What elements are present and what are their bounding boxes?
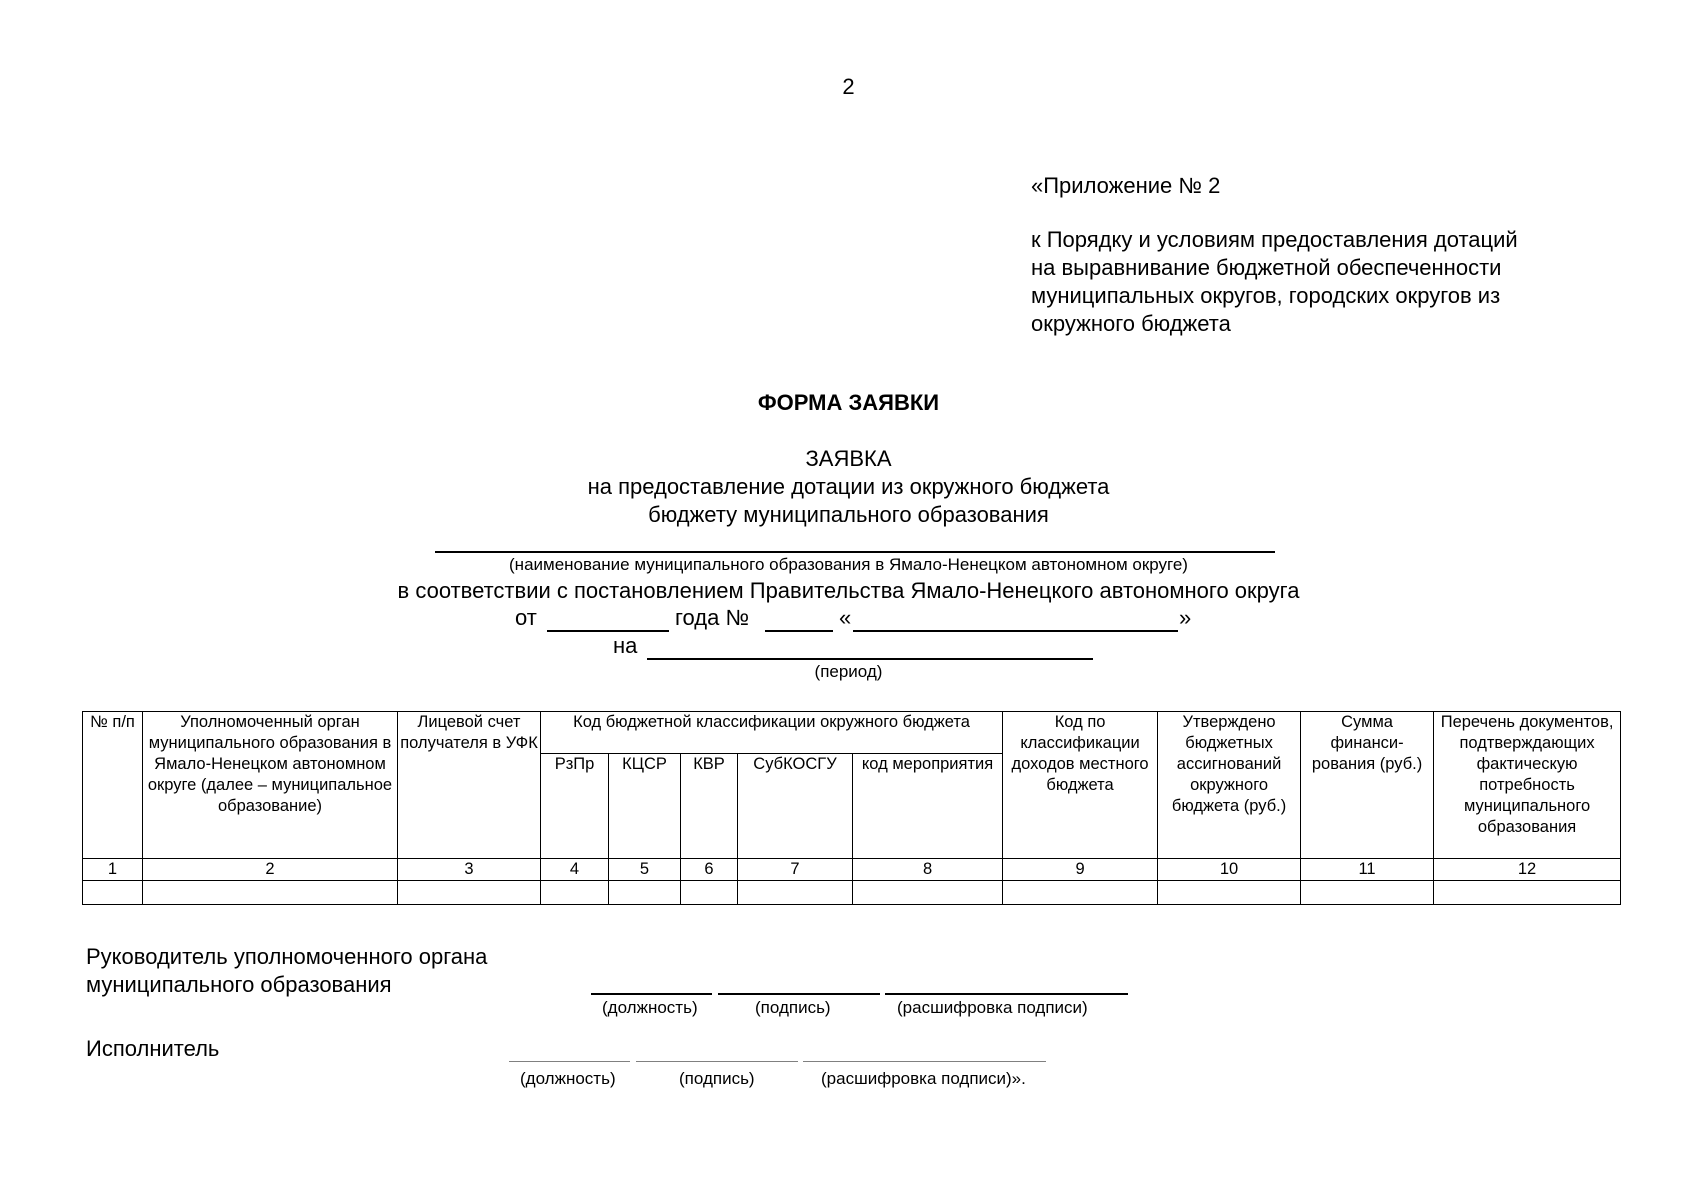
table-number-row (83, 859, 1621, 881)
column-number: 8 (853, 859, 1003, 881)
resolution-line: в соответствии с постановлением Правительства Ямало-Ненецкого автономного округа (397, 578, 1300, 603)
executor-position-line[interactable] (509, 1061, 630, 1062)
executor-label: Исполнитель (86, 1036, 220, 1061)
year-number-label: года № (675, 605, 750, 630)
appendix-title: «Приложение № 2 (1031, 173, 1221, 198)
number-field-line[interactable] (765, 630, 833, 632)
executor-signature-caption: (подпись) (679, 1069, 755, 1088)
resolution-name-line[interactable] (853, 630, 1178, 632)
table-cell[interactable] (609, 881, 681, 905)
mo-name-caption: (наименование муниципального образования в Ямало-Ненецком автономном округе) (509, 555, 1188, 574)
column-number: 6 (681, 859, 738, 881)
table-cell[interactable] (398, 881, 541, 905)
executor-position-caption: (должность) (520, 1069, 616, 1088)
on-label: на (613, 633, 638, 658)
table-row[interactable] (83, 881, 1621, 905)
head-signature-line[interactable] (718, 993, 880, 995)
table-cell[interactable] (1434, 881, 1621, 905)
column-number: 9 (1003, 859, 1158, 881)
date-field-line[interactable] (547, 630, 669, 632)
table-cell[interactable] (1003, 881, 1158, 905)
head-label-line-1: Руководитель уполномоченного органа (86, 944, 488, 969)
column-number: 11 (1301, 859, 1434, 881)
page-number: 2 (842, 74, 855, 99)
head-position-caption: (должность) (602, 998, 698, 1017)
header-org: Уполномоченный орган муниципального образования в Ямало-Ненецком автономном округе (далее – муниципальное образование) (143, 712, 398, 859)
close-quote: » (1179, 605, 1192, 630)
table-cell[interactable] (143, 881, 398, 905)
head-decoding-line[interactable] (885, 993, 1128, 995)
header-rzpr: РзПр (541, 754, 609, 859)
appendix-block (1031, 172, 1631, 338)
head-label-line-2: муниципального образования (86, 972, 392, 997)
executor-decoding-line[interactable] (803, 1061, 1046, 1062)
appendix-line: муниципальных округов, городских округов из (1031, 283, 1501, 308)
header-account: Лицевой счет получателя в УФК (398, 712, 541, 859)
executor-signature-line[interactable] (636, 1061, 798, 1062)
from-label: от (515, 605, 537, 630)
column-number: 7 (738, 859, 853, 881)
request-line-2: бюджету муниципального образования (648, 502, 1049, 527)
head-label (86, 943, 487, 999)
header-subkosgu: СубКОСГУ (738, 754, 853, 859)
head-decoding-caption: (расшифровка подписи) (897, 998, 1088, 1017)
table-cell[interactable] (853, 881, 1003, 905)
header-income: Код по классификации доходов местного бюджета (1003, 712, 1158, 859)
header-no: № п/п (83, 712, 143, 859)
header-sum: Сумма финанси-рования (руб.) (1301, 712, 1434, 859)
table-cell[interactable] (738, 881, 853, 905)
executor-decoding-caption: (расшифровка подписи)». (821, 1069, 1026, 1088)
appendix-body (1031, 226, 1631, 338)
table-cell[interactable] (83, 881, 143, 905)
request-heading: ЗАЯВКА (805, 446, 892, 471)
header-bk-group: Код бюджетной классификации окружного бюджета (541, 712, 1003, 754)
request-table (82, 711, 1621, 905)
appendix-line: к Порядку и условиям предоставления дотаций (1031, 227, 1518, 252)
appendix-line: окружного бюджета (1031, 311, 1231, 336)
period-caption: (период) (814, 662, 883, 681)
header-approved: Утверждено бюджетных ассигнований окружного бюджета (руб.) (1158, 712, 1301, 859)
request-heading-block (0, 445, 1697, 529)
appendix-line: на выравнивание бюджетной обеспеченности (1031, 255, 1502, 280)
column-number: 5 (609, 859, 681, 881)
header-docs: Перечень документов, подтверждающих фактическую потребность муниципального образования (1434, 712, 1621, 859)
request-line-1: на предоставление дотации из окружного бюджета (587, 474, 1110, 499)
form-title: ФОРМА ЗАЯВКИ (757, 390, 940, 415)
column-number: 4 (541, 859, 609, 881)
table-header-row (83, 712, 1621, 754)
table-cell[interactable] (1301, 881, 1434, 905)
header-kvr: КВР (681, 754, 738, 859)
open-quote: « (839, 605, 852, 630)
head-position-line[interactable] (591, 993, 712, 995)
table-cell[interactable] (1158, 881, 1301, 905)
column-number: 2 (143, 859, 398, 881)
column-number: 10 (1158, 859, 1301, 881)
header-event-code: код мероприятия (853, 754, 1003, 859)
mo-name-line[interactable] (435, 551, 1275, 553)
header-kcsr: КЦСР (609, 754, 681, 859)
table-cell[interactable] (541, 881, 609, 905)
period-field-line[interactable] (647, 658, 1093, 660)
table-cell[interactable] (681, 881, 738, 905)
column-number: 12 (1434, 859, 1621, 881)
column-number: 3 (398, 859, 541, 881)
column-number: 1 (83, 859, 143, 881)
head-signature-caption: (подпись) (755, 998, 831, 1017)
